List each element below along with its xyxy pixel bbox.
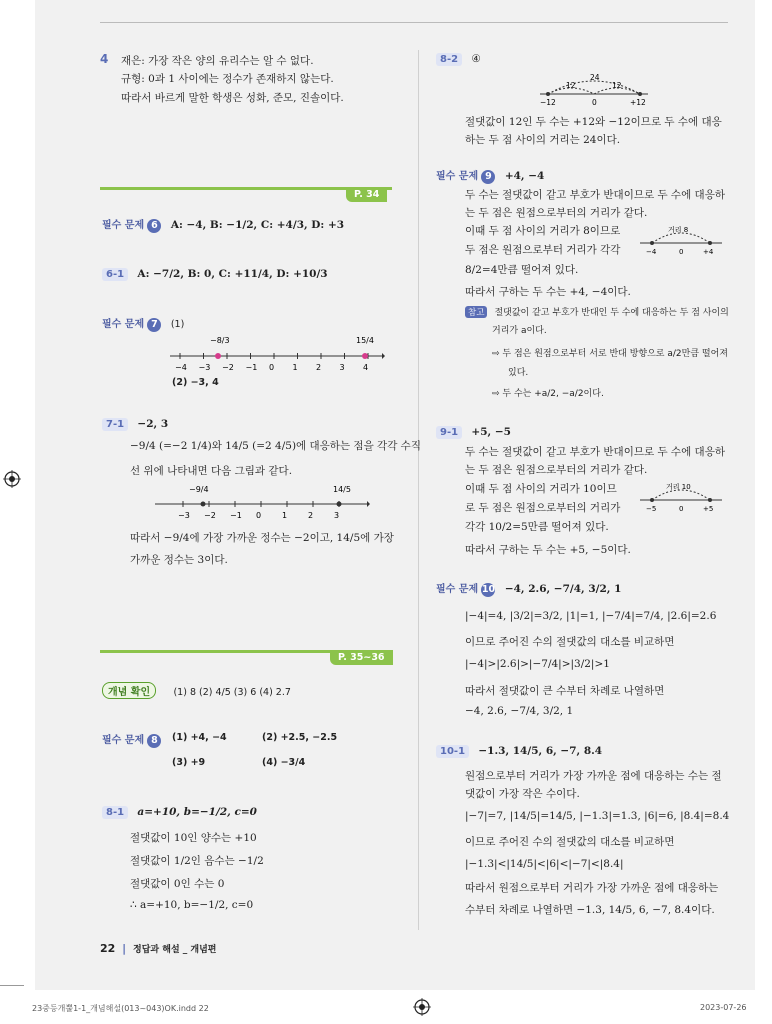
p8-1-label: 8-1 xyxy=(102,806,128,819)
p9-1-line-2: 는 두 점은 원점으로부터의 거리가 같다. xyxy=(465,464,648,476)
p9-line-4: 두 점은 원점으로부터 거리가 각각 xyxy=(465,244,621,256)
p8-2-label-12b: 12 xyxy=(612,81,622,90)
p7-1-tick-label-6: 3 xyxy=(334,511,340,520)
p8-2-tick-0: 0 xyxy=(592,98,597,107)
p7-tick-label-0: −4 xyxy=(175,363,187,372)
p8-1-line-3: 절댓값이 0인 수는 0 xyxy=(130,878,225,890)
p7-1-mark-left xyxy=(201,502,206,507)
p7-1-line-1: −9/4 (=−2 1/4)와 14/5 (=2 4/5)에 대응하는 점을 각각 수직 xyxy=(130,440,421,452)
p9-diagram xyxy=(640,225,725,257)
p9-answer: +4, −4 xyxy=(504,170,545,182)
p7-1-tick-label-4: 1 xyxy=(282,511,288,520)
p10-label: 필수 문제 xyxy=(436,584,479,595)
p8-2-tick-neg12: −12 xyxy=(540,98,556,107)
p6-label: 필수 문제 xyxy=(102,220,145,231)
p8-1-row xyxy=(102,806,257,819)
registration-mark-left xyxy=(3,470,21,488)
file-name: 23중등개뿔1-1_개념해설(013~043)OK.indd 22 xyxy=(32,1004,209,1013)
footer-separator: | xyxy=(122,942,127,955)
p9-line-6: 따라서 구하는 두 수는 +4, −4이다. xyxy=(465,286,631,298)
p9-note-line-4: 있다. xyxy=(508,368,529,378)
p7-tick-label-3: −1 xyxy=(245,363,258,372)
p8-1-answer: a=+10, b=−1/2, c=0 xyxy=(137,806,257,818)
p7-1-arrow xyxy=(367,501,370,507)
p9-1-row xyxy=(436,426,511,439)
p9-1-tick-pos5: +5 xyxy=(703,505,714,513)
p9-note-row xyxy=(465,305,729,318)
p6-1-answer: A: −7/2, B: 0, C: +11/4, D: +10/3 xyxy=(137,268,328,280)
p6-1-row xyxy=(102,268,328,281)
p7-1-mark-right xyxy=(337,502,342,507)
p7-mark-left xyxy=(215,353,221,359)
p10-1-line-4: 이므로 주어진 수의 절댓값의 대소를 비교하면 xyxy=(465,836,675,848)
p10-1-label: 10-1 xyxy=(436,745,469,758)
p9-note-line-5: ⇨ 두 수는 +a/2, −a/2이다. xyxy=(492,389,604,399)
p9-line-5: 8/2=4만큼 떨어져 있다. xyxy=(465,264,579,276)
p7-tick-label-6: 2 xyxy=(316,363,322,372)
page-title: 정답과 해설 _ 개념편 xyxy=(133,945,217,955)
p9-number: 9 xyxy=(481,170,495,184)
p10-1-line-2: 댓값이 가장 작은 수이다. xyxy=(465,788,580,800)
p8-answer-1: (1) +4, −4 xyxy=(172,732,227,743)
p8-1-line-1: 절댓값이 10인 양수는 +10 xyxy=(130,832,257,844)
p6-answer: A: −4, B: −1/2, C: +4/3, D: +3 xyxy=(170,219,345,231)
p10-1-line-7: 수부터 차례로 나열하면 −1.3, 14/5, 6, −7, 8.4이다. xyxy=(465,904,715,916)
p9-1-diagram xyxy=(640,482,725,514)
p7-label: 필수 문제 xyxy=(102,319,145,330)
p8-2-point-left xyxy=(546,92,550,96)
concept-check-label: 개념 확인 xyxy=(102,682,156,699)
p10-line-5: −4, 2.6, −7/4, 3/2, 1 xyxy=(465,705,574,717)
p6-row xyxy=(102,216,344,233)
q4-line-2: 규형: 0과 1 사이에는 정수가 존재하지 않는다. xyxy=(121,73,334,85)
page-ref-p3536: P. 35~36 xyxy=(330,650,393,665)
p9-label: 필수 문제 xyxy=(436,171,479,182)
p8-number: 8 xyxy=(147,734,161,748)
p8-2-answer: ④ xyxy=(471,53,481,65)
p9-1-line-5: 각각 10/2=5만큼 떨어져 있다. xyxy=(465,521,609,533)
p9-tick-pos4: +4 xyxy=(703,248,714,256)
top-rule xyxy=(100,22,728,23)
p9-line-1: 두 수는 절댓값이 같고 부호가 반대이므로 두 수에 대응하 xyxy=(465,189,725,201)
p7-1-tick-label-3: 0 xyxy=(256,511,262,520)
p10-1-line-1: 원점으로부터 거리가 가장 가까운 점에 대응하는 수는 절 xyxy=(465,770,722,782)
p7-1-line-3: 따라서 −9/4에 가장 가까운 정수는 −2이고, 14/5에 가장 xyxy=(130,532,394,544)
page-ref-p34: P. 34 xyxy=(346,187,387,202)
p8-2-line-1: 절댓값이 12인 두 수는 +12와 −12이므로 두 수에 대응 xyxy=(465,116,722,128)
p10-1-row xyxy=(436,745,602,758)
p8-answer-2: (2) +2.5, −2.5 xyxy=(262,732,338,743)
p8-1-line-2: 절댓값이 1/2인 음수는 −1/2 xyxy=(130,855,264,867)
p8-2-label: 8-2 xyxy=(436,53,462,66)
q4-number: 4 xyxy=(100,52,109,66)
p7-1-tick-label-2: −1 xyxy=(230,511,242,520)
p9-1-answer: +5, −5 xyxy=(471,426,511,438)
p10-1-answer: −1.3, 14/5, 6, −7, 8.4 xyxy=(478,745,603,757)
p7-tick-label-5: 1 xyxy=(292,363,298,372)
p7-mark-left-label: −8/3 xyxy=(210,336,230,345)
p8-2-diagram xyxy=(540,72,650,108)
p7-arrow xyxy=(382,353,385,359)
p8-2-label-24: 24 xyxy=(590,73,600,82)
p7-1-tick-label-5: 2 xyxy=(308,511,314,520)
p9-arc xyxy=(652,233,710,243)
p10-row xyxy=(436,580,621,597)
p9-row xyxy=(436,167,544,184)
p10-line-2: 이므로 주어진 수의 절댓값의 대소를 비교하면 xyxy=(465,636,675,648)
p7-tick-label-8: 4 xyxy=(363,363,369,372)
p9-tick-neg4: −4 xyxy=(646,248,657,256)
concept-row xyxy=(102,682,291,699)
p9-note-line-3: ⇨ 두 점은 원점으로부터 서로 반대 방향으로 a/2만큼 떨어져 xyxy=(492,349,728,359)
p10-line-3: |−4|>|2.6|>|−7/4|>|3/2|>1 xyxy=(465,658,610,670)
page-footer xyxy=(100,942,216,955)
q4-block xyxy=(100,52,108,66)
p7-1-mark-right-label: 14/5 xyxy=(333,485,351,494)
p7-number: 7 xyxy=(147,318,161,332)
q4-line-3: 따라서 바르게 말한 학생은 성화, 준모, 진솔이다. xyxy=(121,92,344,104)
p7-part1: (1) xyxy=(170,319,185,330)
q4-line-1: 재은: 가장 작은 양의 유리수는 알 수 없다. xyxy=(121,55,314,67)
crop-mark-left xyxy=(0,985,24,986)
p9-1-point-right xyxy=(708,498,712,502)
p7-tick-label-4: 0 xyxy=(269,363,275,372)
p8-1-line-4: ∴ a=+10, b=−1/2, c=0 xyxy=(130,899,254,911)
p8-answer-4: (4) −3/4 xyxy=(262,757,306,768)
p9-1-point-left xyxy=(650,498,654,502)
page-number: 22 xyxy=(100,942,116,955)
p9-tick-0: 0 xyxy=(679,248,684,256)
p7-number-line xyxy=(170,330,385,375)
p7-1-line-4: 가까운 정수는 3이다. xyxy=(130,554,228,566)
p10-1-line-5: |−1.3|<|14/5|<|6|<|−7|<|8.4| xyxy=(465,858,624,870)
p8-2-label-12a: 12 xyxy=(566,81,576,90)
p7-1-label: 7-1 xyxy=(102,418,128,431)
p9-1-line-1: 두 수는 절댓값이 같고 부호가 반대이므로 두 수에 대응하 xyxy=(465,446,725,458)
p7-part2: (2) −3, 4 xyxy=(172,377,219,388)
p10-1-line-3: |−7|=7, |14/5|=14/5, |−1.3|=1.3, |6|=6, |8.4|=8.4 xyxy=(465,810,730,822)
p9-1-line-3: 이때 두 점 사이의 거리가 10이므 xyxy=(465,483,617,495)
p6-1-label: 6-1 xyxy=(102,268,128,281)
p8-2-point-right xyxy=(638,92,642,96)
p7-mark-right xyxy=(362,353,368,359)
registration-mark-bottom xyxy=(413,998,431,1016)
p7-1-number-line xyxy=(155,482,370,527)
p9-1-line-4: 로 두 점은 원점으로부터의 거리가 xyxy=(465,502,621,514)
p9-1-distance-label: 거리 10 xyxy=(666,483,691,491)
p8-answer-3: (3) +9 xyxy=(172,757,206,768)
p8-label: 필수 문제 xyxy=(102,735,145,746)
p9-1-tick-neg5: −5 xyxy=(646,505,657,513)
p7-tick-label-2: −2 xyxy=(222,363,234,372)
p9-distance-label: 거리 8 xyxy=(668,226,689,234)
p8-2-arc-24 xyxy=(548,81,640,94)
p9-1-arc xyxy=(652,490,710,500)
p9-1-label: 9-1 xyxy=(436,426,462,439)
p9-point-right xyxy=(708,241,712,245)
p9-line-3: 이때 두 점 사이의 거리가 8이므로 xyxy=(465,225,621,237)
p7-1-tick-label-1: −2 xyxy=(204,511,216,520)
p10-line-4: 따라서 절댓값이 큰 수부터 차례로 나열하면 xyxy=(465,685,665,697)
p9-1-tick-0: 0 xyxy=(679,505,684,513)
column-divider xyxy=(418,50,419,930)
p7-tick-label-7: 3 xyxy=(339,363,345,372)
p9-line-2: 는 두 점은 원점으로부터의 거리가 같다. xyxy=(465,207,648,219)
p10-line-1: |−4|=4, |3/2|=3/2, |1|=1, |−7/4|=7/4, |2.6|=2.6 xyxy=(465,610,717,622)
p10-1-line-6: 따라서 원점으로부터 거리가 가장 가까운 점에 대응하는 xyxy=(465,882,719,894)
p7-1-tick-label-0: −3 xyxy=(178,511,190,520)
p6-number: 6 xyxy=(147,219,161,233)
p9-point-left xyxy=(650,241,654,245)
p7-1-mark-left-label: −9/4 xyxy=(189,485,209,494)
p8-2-row xyxy=(436,53,481,66)
p8-2-line-2: 하는 두 점 사이의 거리는 24이다. xyxy=(465,134,621,146)
p8-row xyxy=(102,731,161,748)
p9-note-line-2: 거리가 a이다. xyxy=(492,326,547,336)
concept-items: (1) 8 (2) 4/5 (3) 6 (4) 2.7 xyxy=(173,687,291,698)
p9-1-line-6: 따라서 구하는 두 수는 +5, −5이다. xyxy=(465,544,631,556)
p7-1-row xyxy=(102,418,168,431)
p7-mark-right-label: 15/4 xyxy=(356,336,374,345)
p8-2-tick-pos12: +12 xyxy=(630,98,646,107)
p7-1-answer: −2, 3 xyxy=(137,418,169,430)
p9-note-line-1: 절댓값이 같고 부호가 반대인 두 수에 대응하는 두 점 사이의 xyxy=(494,308,729,318)
p10-number: 10 xyxy=(481,584,496,595)
p9-note-tag: 참고 xyxy=(465,306,487,318)
p7-1-line-2: 선 위에 나타내면 다음 그림과 같다. xyxy=(130,465,293,477)
p10-answer: −4, 2.6, −7/4, 3/2, 1 xyxy=(504,583,622,595)
print-date: 2023-07-26 xyxy=(700,1003,747,1012)
p7-tick-label-1: −3 xyxy=(198,363,211,372)
